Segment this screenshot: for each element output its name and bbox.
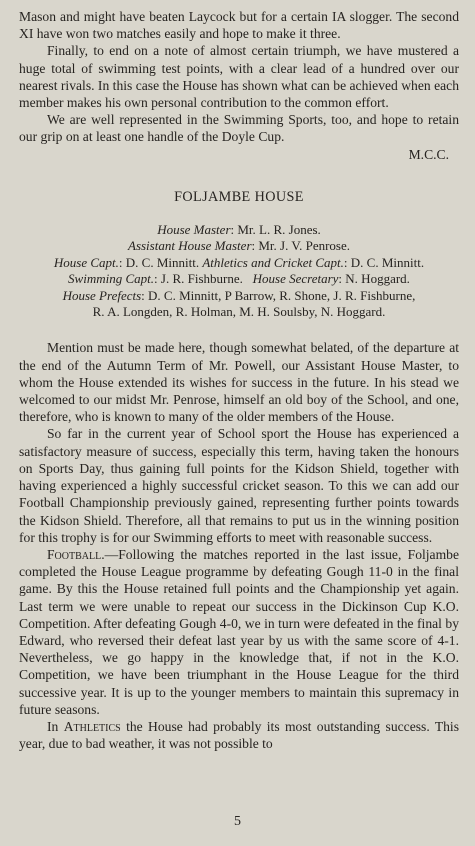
athletics-prefix: In	[47, 718, 64, 734]
secretary-label: House Secretary	[252, 271, 339, 287]
paragraph-swimming-points: Finally, to end on a note of almost certain triumph, we have mustered a huge total of swimming test points, with a clear lead of a hundred over our nearest rivals. In this case the House has shown what can be achieved when each member makes his own personal contribution to the common effort.	[19, 43, 459, 111]
section-heading: FOLJAMBE HOUSE	[174, 188, 304, 205]
assistant-label: Assistant House Master	[128, 238, 252, 254]
house-master-label: House Master	[157, 222, 231, 238]
officers-line-3: House Capt.: D. C. Minnitt. Athletics and Cricket Capt.: D. C. Minnitt.	[53, 254, 425, 270]
paragraph-departure: Mention must be made here, though somewhat belated, of the departure at the end of the Autumn Term of Mr. Powell, our Assistant House Master, to whom the House extended its wishes for success in the future. In his stead we welcomed to our midst Mr. Penrose, himself an old boy of the School, and one, therefore, who is known to many of the older members of the House.	[19, 340, 459, 425]
officers-line-5: House Prefects: D. C. Minnitt, P Barrow, R. Shone, J. R. Fishburne,	[62, 287, 416, 303]
signature: M.C.C.	[408, 146, 449, 162]
prefects-names-1: D. C. Minnitt, P Barrow, R. Shone, J. R. Fishburne,	[148, 287, 416, 303]
house-master-name: Mr. L. R. Jones.	[237, 222, 321, 238]
officers-line-1: House Master: Mr. L. R. Jones.	[157, 222, 321, 238]
assistant-name: Mr. J. V. Penrose.	[258, 238, 350, 254]
house-officers	[19, 222, 459, 320]
paragraph-sport: So far in the current year of School sport the House has experienced a satisfactory measure of success, especially this term, having taken the honours on Sports Day, thus gaining full points for the Kidson Shield, together with having experienced a highly successful cricket season. To this we can add our Football Championship previously gained, representing further points towards the Kidson Shield. Therefore, all that remains to put us in the winning position for this trophy is for our Swimming efforts to meet with reasonable success.	[19, 426, 459, 545]
officers-line-4: Swimming Capt.: J. R. Fishburne. House Secretary: N. Hoggard.	[68, 271, 410, 287]
athletics-text: the House had probably its most outstanding success. This year, due to bad weather, it was not possible to	[19, 718, 459, 752]
athletics-captain-name: D. C. Minnitt.	[350, 254, 425, 270]
paragraph-swimming-sports: We are well represented in the Swimming Sports, too, and hope to retain our grip on at least one handle of the Doyle Cup.	[19, 112, 459, 145]
paragraph-football	[19, 546, 459, 718]
officers-line-2: Assistant House Master: Mr. J. V. Penrose.	[128, 238, 350, 254]
football-text: —Following the matches reported in the last issue, Foljambe completed the House League programme by defeating Gough 11-0 in the final game. By this the House retained full points and the Championship yet again. Last term we were unable to repeat our success in the Dickinson Cup K.O. Competition. After defeating Gough 4-0, we in turn were defeated in the final by Edward, who reversed their defeat last year by us with the same score of 4-1. Nevertheless, we go happy in the knowledge that, if not in the K.O. Competition, we have been triumphant in the House League for the third successive year. It is up to the younger members to maintain this supremacy in future seasons.	[19, 546, 459, 717]
swimming-label: Swimming Capt.	[68, 271, 155, 287]
captain-name: D. C. Minnitt.	[125, 254, 200, 270]
athletics-label: Athletics and Cricket Capt.	[202, 254, 344, 270]
swimming-captain-name: J. R. Fishburne.	[160, 271, 243, 287]
football-label: Football.	[47, 546, 105, 562]
page-number: 5	[234, 814, 241, 829]
paragraph-cricket-end: Mason and might have beaten Laycock but for a certain IA slogger. The second XI have won two matches easily and hope to make it three.	[19, 9, 459, 42]
officers-line-6: R. A. Longden, R. Holman, M. H. Soulsby, N. Hoggard.	[92, 304, 386, 320]
paragraph-athletics	[19, 718, 459, 752]
athletics-section-label: Athletics	[63, 718, 121, 734]
prefects-label: House Prefects	[62, 287, 142, 303]
secretary-name: N. Hoggard.	[345, 271, 410, 287]
captain-label: House Capt.	[53, 254, 119, 270]
